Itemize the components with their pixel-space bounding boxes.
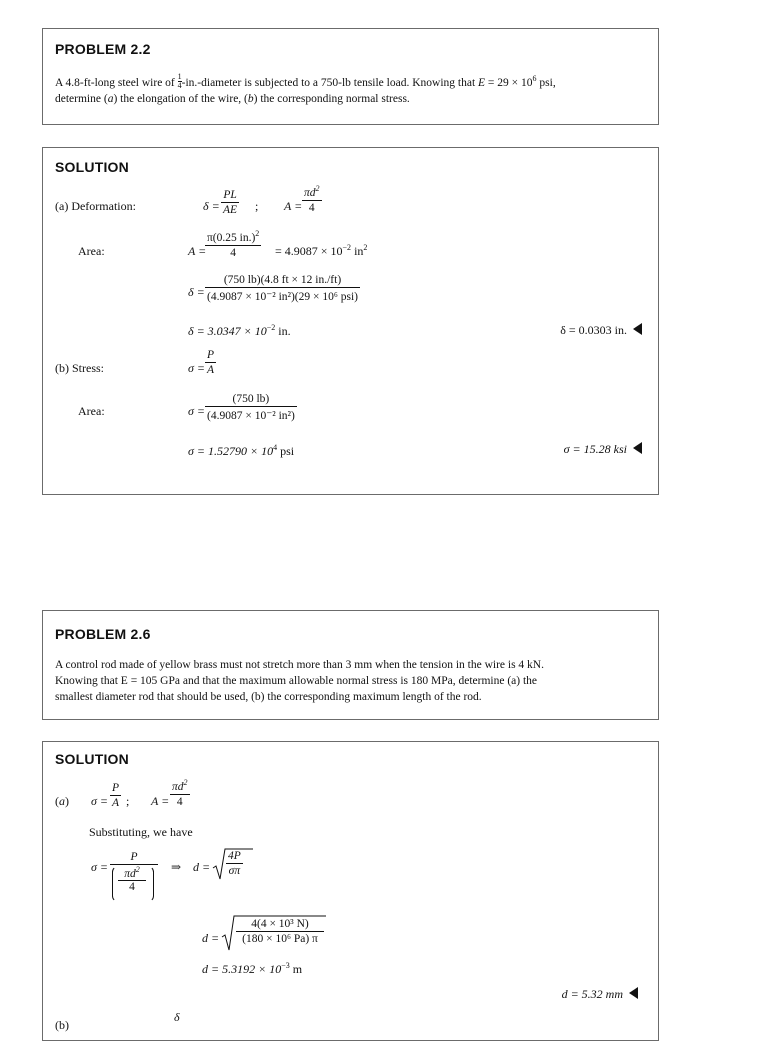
diameter-answer: d = 5.32 mm xyxy=(562,987,638,1002)
elongation-result: $\delta = 3.0347 \times 10^{-2}$ in. xyxy=(188,323,291,338)
problem-title: PROBLEM 2.2 xyxy=(55,41,151,57)
stress-result: $\sigma = 1.52790 \times 10^4$ psi xyxy=(188,443,295,458)
answer-marker-icon xyxy=(629,987,638,999)
square-root-formula: $\frac{4P}{\sigma\pi}$ xyxy=(213,848,253,882)
answer-marker-icon xyxy=(633,442,642,454)
solution-2-2-box: SOLUTION (a) Deformation: δ = $\frac{PL}{AE}$ ; A = $\frac{\pi d^2}{4}$ Area: A = $\frac{\pi(0.25 in.)^2}{4}$ = $4.9087 \times 10^{-2}$ $in^2$ δ = (750 lb)(4.8 ft × 12 in./ft) (4.9087 × 10⁻² in²)(29 × 10⁶ psi) $\delta = 3.0347 \times 10^{-2}$ in. δ = 0.0303 in. (b) Stress: σ = $\frac{P}{A}$ Area: σ = $\frac{(750 lb)}{\text{(4.9087 × 10⁻² in²)}}$ $\sigma = 1.52790 \times 10^4$ psi σ = 15.28 ksi xyxy=(42,147,659,495)
part-a-label: (a) xyxy=(55,794,69,808)
delta-formula-fraction: $\frac{PL}{AE}$ xyxy=(223,189,238,216)
stress-formula-fraction: $\frac{P}{A}$ xyxy=(207,349,215,376)
area-label: Area: xyxy=(78,244,105,258)
problem-statement: A 4.8-ft-long steel wire of $\frac{1}{4}$ -in.-diameter is subjected to a 750-lb tensile load. Knowing that $E = 29 \times 10^6$ psi, determine (a) the elongation of the wire, (b) the corresponding normal stress. xyxy=(55,72,556,105)
deformation-label: (a) Deformation: xyxy=(55,199,136,213)
area-label-2: Area: xyxy=(78,404,105,418)
area-fraction: $\frac{\pi(0.25 in.)^2}{4}$ xyxy=(207,229,260,259)
solution-title: SOLUTION xyxy=(55,159,129,175)
area-symbol: A = xyxy=(284,199,303,213)
area-formula-fraction: $\frac{\pi d^2}{4}$ xyxy=(304,184,320,214)
part-b-cut: (b) xyxy=(55,1018,69,1032)
stress-answer: σ = 15.28 ksi xyxy=(564,442,642,457)
substitution-fraction: P $\pi d^2$ 4 xyxy=(110,851,158,902)
solution-2-6-box: SOLUTION (a) σ = $\frac{P}{A}$ ; A = $\frac{\pi d^2}{4}$ Substituting, we have σ = P $\pi d^2$ 4 ⇒ d = $\frac{4P}{\sigma\pi}$ d = $\frac{\text{4(4 × 10³ N)}}{\text{(180 × 10⁶ Pa) π}}$ $d = 5.3192 \times 10^{-3}$ m d = 5.32 mm (b) δ xyxy=(42,741,659,1041)
area-result: = $4.9087 \times 10^{-2}$ $in^2$ xyxy=(275,243,368,258)
implies-arrow: ⇒ xyxy=(171,860,182,874)
stress-fraction: $\frac{(750 lb)}{\text{(4.9087 × 10⁻² in²)}}$ xyxy=(207,393,295,422)
elongation-fraction: (750 lb)(4.8 ft × 12 in./ft) (4.9087 × 10⁻² in²)(29 × 10⁶ psi) xyxy=(207,274,359,303)
area-formula-fraction: $\frac{\pi d^2}{4}$ xyxy=(172,778,188,808)
answer-marker-icon xyxy=(633,323,642,335)
substituting-text: Substituting, we have xyxy=(89,825,193,839)
stress-formula-fraction: $\frac{P}{A}$ xyxy=(112,782,120,809)
diameter-result: $d = 5.3192 \times 10^{-3}$ m xyxy=(202,961,303,976)
delta-cut: δ xyxy=(174,1010,180,1024)
square-root-substitution: $\frac{\text{4(4 × 10³ N)}}{\text{(180 × 10⁶ Pa) π}}$ xyxy=(222,915,326,953)
problem-2-2-box xyxy=(42,28,659,125)
stress-label: (b) Stress: xyxy=(55,361,104,375)
elongation-answer: δ = 0.0303 in. xyxy=(560,323,642,338)
solution-title: SOLUTION xyxy=(55,751,129,767)
problem-2-6-box xyxy=(42,610,659,720)
problem-title: PROBLEM 2.6 xyxy=(55,626,151,642)
problem-statement: A control rod made of yellow brass must not stretch more than 3 mm when the tension in the wire is 4 kN. Knowing that E = 105 GPa and that the maximum allowable normal stress is 180 MPa, determine (a) the smallest diameter rod that should be used, (b) the corresponding maximum length of the rod. xyxy=(55,659,544,703)
delta-symbol: δ = xyxy=(203,199,220,213)
